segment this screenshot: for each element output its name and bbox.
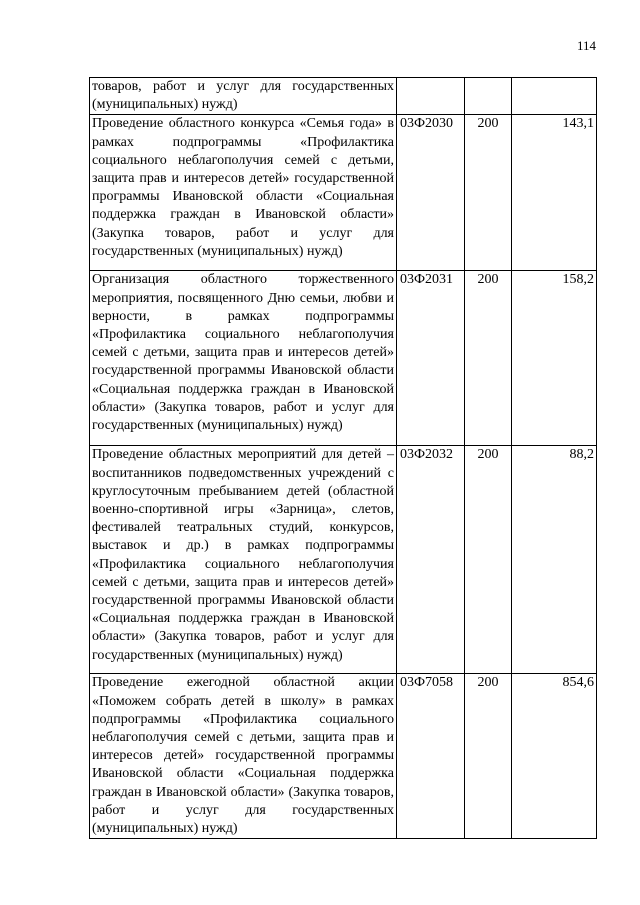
row-target-code: 03Ф2032 [397, 446, 465, 674]
row-expense-type: 200 [465, 271, 512, 446]
row-expense-type: 200 [465, 446, 512, 674]
row-expense-type: 200 [465, 674, 512, 839]
row-description: Организация областного торжественного мероприятия, посвященного Дню семьи, любви и верности, в рамках подпрограммы «Профилактика социального неблагополучия семей с детьми, защита прав и интересов детей» государственной программы Ивановской области «Социальная поддержка граждан в Ивановской области» (Закупка товаров, работ и услуг для государственных (муниципальных) нужд) [90, 271, 397, 446]
row-target-code [397, 78, 465, 115]
table-row [90, 674, 597, 839]
page-number: 114 [576, 38, 596, 53]
row-amount: 854,6 [512, 674, 597, 839]
table-row [90, 115, 597, 271]
row-amount: 143,1 [512, 115, 597, 271]
row-amount: 158,2 [512, 271, 597, 446]
table-row [90, 78, 597, 115]
row-expense-type: 200 [465, 115, 512, 271]
row-target-code: 03Ф7058 [397, 674, 465, 839]
row-description: товаров, работ и услуг для государственных (муниципальных) нужд) [90, 78, 397, 115]
row-amount: 88,2 [512, 446, 597, 674]
row-target-code: 03Ф2031 [397, 271, 465, 446]
row-description: Проведение ежегодной областной акции «Поможем собрать детей в школу» в рамках подпрограммы «Профилактика социального неблагополучия семей с детьми, защита прав и интересов детей» государственной программы Ивановской области «Социальная поддержка граждан в Ивановской области» (Закупка товаров, работ и услуг для государственных (муниципальных) нужд) [90, 674, 397, 839]
row-expense-type [465, 78, 512, 115]
row-amount [512, 78, 597, 115]
budget-table [89, 77, 597, 839]
row-description: Проведение областного конкурса «Семья года» в рамках подпрограммы «Профилактика социального неблагополучия семей с детьми, защита прав и интересов детей» государственной программы Ивановской области «Социальная поддержка граждан в Ивановской области» (Закупка товаров, работ и услуг для государственных (муниципальных) нужд) [90, 115, 397, 271]
row-target-code: 03Ф2030 [397, 115, 465, 271]
row-description: Проведение областных мероприятий для детей – воспитанников подведомственных учреждений с круглосуточным пребыванием детей (областной военно-спортивной игры «Зарница», слетов, фестивалей театральных студий, конкурсов, выставок и др.) в рамках подпрограммы «Профилактика социального неблагополучия семей с детьми, защита прав и интересов детей» государственной программы Ивановской области «Социальная поддержка граждан в Ивановской области» (Закупка товаров, работ и услуг для государственных (муниципальных) нужд) [90, 446, 397, 674]
table-row [90, 446, 597, 674]
table-row [90, 271, 597, 446]
